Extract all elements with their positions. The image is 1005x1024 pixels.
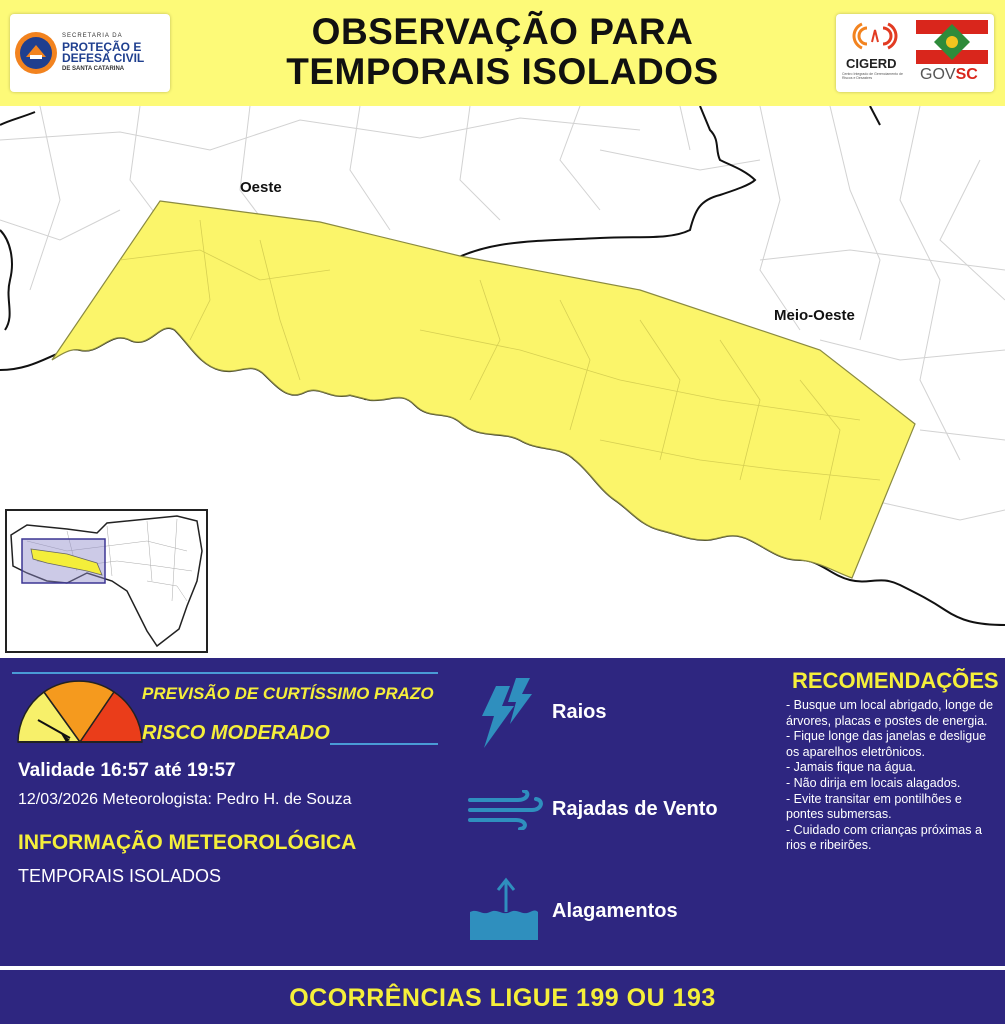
logo-line3: DEFESA CIVIL [62, 51, 145, 65]
title-line-2: TEMPORAIS ISOLADOS [286, 51, 719, 92]
recommendation-item: - Cuidado com crianças próximas a rios e ribeirões. [786, 822, 982, 853]
cigerd-subtitle: Centro Integrado de Gerenciamento de Riscos e Desastres [842, 72, 903, 80]
region-label-meio-oeste: Meio-Oeste [774, 307, 855, 324]
recommendation-item: - Evite transitar em pontilhões e pontes submersas. [786, 791, 962, 822]
logo-line1: SECRETARIA DA [62, 33, 123, 39]
lightning-icon [474, 676, 534, 750]
hazard-label-raios: Raios [552, 701, 607, 723]
validity-period: Validade 16:57 até 19:57 [18, 760, 236, 781]
forecast-type: PREVISÃO DE CURTÍSSIMO PRAZO [142, 684, 434, 703]
government-logos [836, 14, 994, 92]
meteorological-info-title: INFORMAÇÃO METEOROLÓGICA [18, 831, 357, 854]
logo-line2: PROTEÇÃO E [62, 40, 142, 54]
risk-level: RISCO MODERADO [142, 722, 330, 744]
title-line-1: OBSERVAÇÃO PARA [311, 11, 694, 52]
page-title [200, 12, 805, 92]
sc-flag-icon [916, 20, 988, 64]
recommendation-item: - Busque um local abrigado, longe de árvores, placas e postes de energia. [786, 698, 994, 728]
region-label-oeste: Oeste [240, 179, 282, 196]
hazard-label-rajadas: Rajadas de Vento [552, 798, 718, 820]
state-outline-icon [7, 511, 206, 651]
govsc-sc: SC [955, 66, 978, 83]
govsc-gov: GOV [920, 66, 956, 83]
recommendation-item: - Jamais fique na água. [786, 760, 916, 775]
defesa-civil-logo-text [62, 31, 144, 75]
flood-icon [468, 876, 540, 942]
emergency-phone-banner: OCORRÊNCIAS LIGUE 199 OU 193 [289, 984, 716, 1012]
hazard-label-alagamentos: Alagamentos [552, 900, 678, 922]
recommendations-list [786, 698, 996, 854]
cigerd-label: CIGERD [846, 56, 897, 71]
date-and-meteorologist: 12/03/2026 Meteorologista: Pedro H. de Souza [18, 791, 352, 808]
recommendation-item: - Fique longe das janelas e desligue os aparelhos eletrônicos. [786, 729, 987, 759]
govsc-label [920, 66, 978, 84]
recommendation-item: - Não dirija em locais alagados. [786, 775, 961, 790]
meteorological-info-text: TEMPORAIS ISOLADOS [18, 866, 222, 886]
recommendations-title: RECOMENDAÇÕES [792, 668, 999, 693]
defesa-civil-logo [10, 14, 170, 92]
state-locator-inset [5, 509, 208, 653]
wind-icon [466, 790, 546, 830]
logo-line4: DE SANTA CATARINA [62, 66, 125, 72]
